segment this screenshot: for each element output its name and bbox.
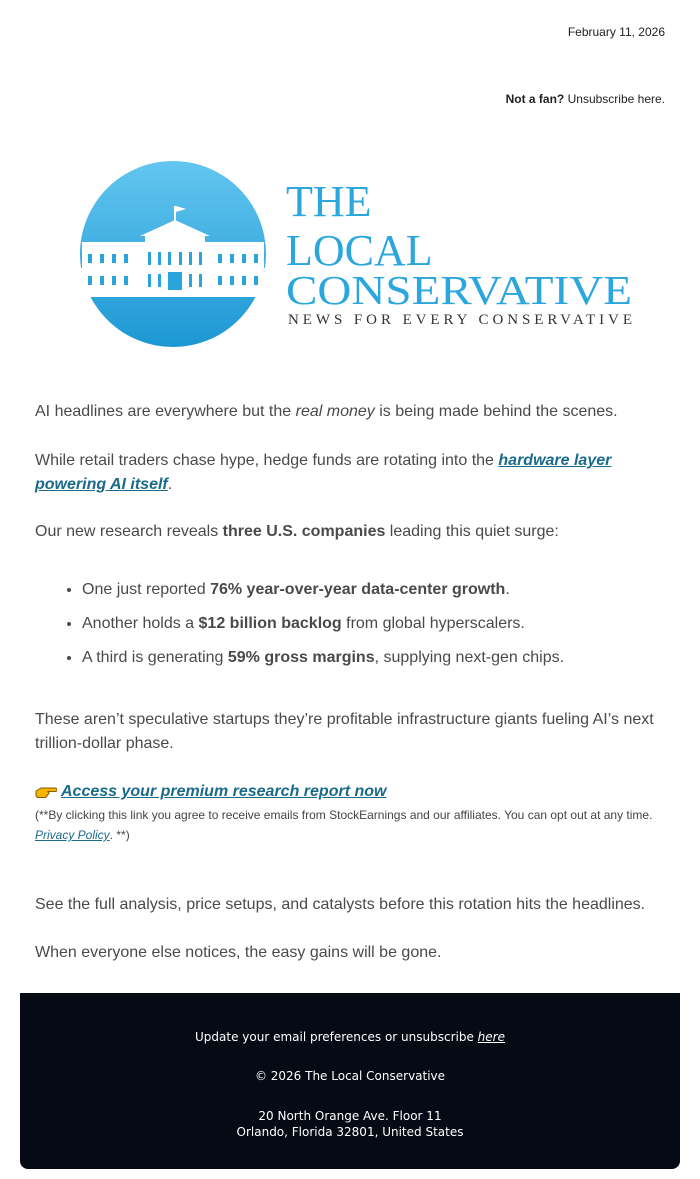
bullet-post: . [505,581,510,598]
list-item [82,578,665,602]
footer-address-line2: Orlando, Florida 32801, United States [236,1125,464,1139]
bullet-post: , supplying next-gen chips. [374,649,565,666]
footer-unsubscribe-link[interactable]: here [477,1030,505,1044]
footer-address-line1: 20 North Orange Ave. Floor 11 [258,1109,442,1123]
bullet-strong: $12 billion backlog [198,615,342,632]
disclaimer-text [35,805,655,845]
footer-address [20,1108,680,1140]
bullet-pre: A third is generating [82,649,228,666]
email-footer [20,993,680,1169]
p2-text-a: While retail traders chase hype, hedge funds are rotating into the [35,452,499,469]
disclaimer-text-b: . **) [109,828,130,842]
paragraph-infrastructure: These aren’t speculative startups they’re profitable infrastructure giants fueling AI’s next trillion-dollar phase. [35,711,654,752]
paragraph-research [35,520,665,544]
logo-tagline: NEWS FOR EVERY CONSERVATIVE [288,312,632,328]
disclaimer-text-a: (**By clicking this link you agree to receive emails from StockEarnings and our affiliates. You can opt out at any time. [35,808,653,822]
p2-text-b: . [167,476,173,493]
paragraph-full-analysis: See the full analysis, price setups, and catalysts before this rotation hits the headlines. [35,896,646,913]
p3-text-b: leading this quiet surge: [385,523,559,540]
footer-preferences [20,1030,680,1044]
bullet-strong: 59% gross margins [227,649,375,666]
p1-text-a: AI headlines are everywhere but the [35,403,296,420]
bullet-pre: Another holds a [82,615,199,632]
paragraph-easy-gains: When everyone else notices, the easy gains will be gone. [35,944,442,961]
top-unsubscribe [506,92,665,106]
bullet-post: from global hyperscalers. [341,615,525,632]
p1-text-b: is being made behind the scenes. [374,403,618,420]
email-date: February 11, 2026 [567,25,665,39]
cta-line [35,780,665,807]
paragraph-intro [35,400,665,424]
company-bullet-list [35,578,665,680]
brand-logo[interactable] [78,158,638,350]
unsubscribe-prefix: Not a fan? [505,92,565,106]
privacy-policy-link[interactable]: Privacy Policy [35,828,110,842]
unsubscribe-link[interactable]: Unsubscribe here. [567,92,665,106]
pointing-hand-icon [35,783,57,807]
bullet-pre: One just reported [82,581,211,598]
paragraph-hedge-funds [35,449,665,497]
footer-prefs-text: Update your email preferences or unsubscribe [195,1030,478,1044]
p3-strong: three U.S. companies [222,523,386,540]
logo-title-line1: THE [286,177,372,226]
hardware-layer-link[interactable]: hardware layer powering AI itself [35,452,612,493]
list-item [82,646,665,670]
p1-emphasis: real money [295,403,375,420]
logo-title-line3: CONSERVATIVE [286,267,632,313]
list-item [82,612,665,636]
white-house-logo-icon [78,158,638,350]
logo-title-line2: LOCAL [286,226,433,275]
p3-text-a: Our new research reveals [35,523,223,540]
footer-copyright: © 2026 The Local Conservative [254,1069,446,1083]
bullet-strong: 76% year-over-year data-center growth [210,581,506,598]
access-report-link[interactable]: Access your premium research report now [61,783,387,800]
